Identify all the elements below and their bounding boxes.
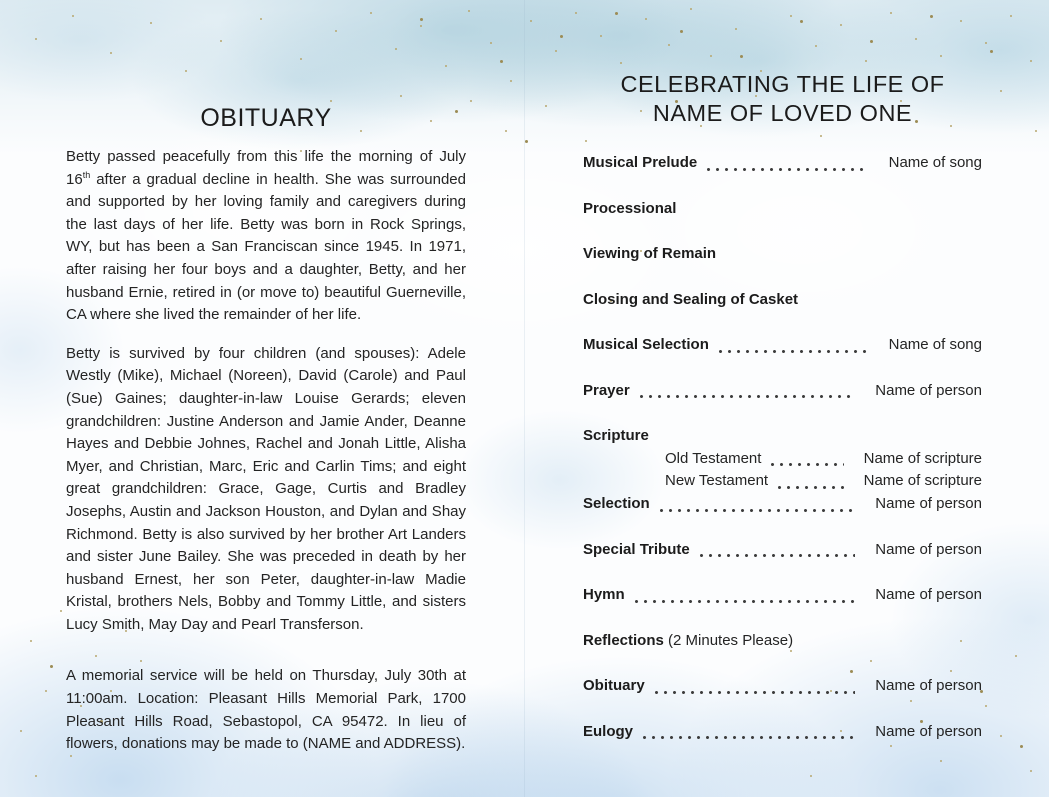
program-value: Name of person	[875, 586, 982, 604]
program-label: Special Tribute	[583, 540, 690, 558]
program-value: Name of scripture	[863, 472, 982, 490]
program-value: Name of person	[875, 722, 982, 740]
program-label: Prayer	[583, 381, 630, 399]
program-value: Name of song	[888, 336, 982, 353]
program-label: Reflections	[583, 631, 664, 649]
program-label: Processional	[583, 199, 677, 217]
program-value: Name of person	[875, 677, 982, 695]
program-row	[583, 448, 982, 471]
program-row	[583, 470, 982, 493]
obituary-page	[66, 103, 466, 756]
leader-dots	[655, 691, 856, 694]
program-label: New Testament	[665, 472, 769, 490]
program-row	[583, 380, 982, 403]
service-title	[583, 70, 982, 128]
program-label: Eulogy	[583, 722, 634, 740]
program-list	[583, 152, 982, 743]
obituary-paragraph: A memorial service will be held on Thursday, July 30th at 11:00am. Location: Pleasant Hills Memorial Park, 1700 Pleasant Hills Road, Sebastopol, CA 95472. In lieu of flowers, donations may be made to (NAME and ADDRESS).	[66, 667, 466, 753]
program-row	[583, 152, 982, 175]
leader-dots	[700, 554, 856, 557]
program-row	[583, 493, 982, 516]
obituary-paragraph: Betty passed peacefully from this life the morning of July 16th after a gradual decline in health. She was surrounded and supported by her loving family and caregivers during the last days of her life. Betty was born in Rock Springs, WY, but has been a San Franciscan since 1945. In 1971, after raising her four boys and a daughter, Betty, and her husband Ernie, retired in (or move to) beautiful Guerneville, CA where she lived the remainder of her life.	[66, 148, 466, 324]
program-label: Musical Prelude	[583, 154, 698, 171]
program-label: Scripture	[583, 427, 649, 444]
program-label: Hymn	[583, 586, 625, 604]
program-label: Old Testament	[665, 449, 762, 467]
program-value: Name of person	[875, 381, 982, 399]
program-label: Obituary	[583, 677, 645, 695]
program-label-suffix: (2 Minutes Please)	[663, 631, 794, 649]
program-label: Selection	[583, 495, 650, 513]
program-value: Name of scripture	[863, 449, 982, 467]
program-row	[583, 675, 982, 698]
program-row	[583, 289, 982, 312]
service-title-line2: NAME OF LOVED ONE	[652, 100, 913, 126]
program-value: Name of person	[875, 495, 982, 513]
leader-dots	[719, 350, 869, 353]
leader-dots	[640, 395, 856, 398]
leader-dots	[778, 486, 844, 489]
program-value: Name of song	[888, 154, 982, 171]
leader-dots	[771, 463, 843, 466]
program-row	[583, 425, 982, 448]
program-label: Musical Selection	[583, 336, 709, 353]
program-label: Closing and Sealing of Casket	[583, 290, 799, 308]
obituary-paragraphs	[66, 146, 466, 756]
order-of-service-page	[583, 70, 982, 743]
program-row	[583, 539, 982, 562]
program-label: Viewing of Remain	[583, 245, 717, 262]
center-fold-line	[524, 0, 525, 797]
leader-dots	[660, 509, 856, 512]
program-row	[583, 630, 982, 653]
program-row	[583, 334, 982, 357]
service-title-line1: CELEBRATING THE LIFE OF	[620, 71, 945, 97]
program-value: Name of person	[875, 540, 982, 558]
obituary-paragraph: Betty is survived by four children (and spouses): Adele Westly (Mike), Michael (Noreen), David (Carole) and Paul (Sue) Gaines; daughter-in-law Louise Gerards; eleven grandchildren: Justine Anderson and Jamie Ander, Deanne Hayes and Debbie Johnes, Rachel and Jonah Little, Alisha Myer, and Christian, Marc, Eric and Carlin Tims; and eight great grandchildren: Grace, Gage, Curtis and Bradley Josephs, Austin and Jackson Houston, and Dylan and Shay Richmond. Betty is also survived by her brother Art Landers and sister June Bailey. She was preceded in death by her husband Ernest, her son Peter, daughter-in-law Madie Kristal, brothers Nels, Bobby and Tommy Little, and sisters Lucy Smith, May Day and Pearl Transferson.	[66, 344, 466, 633]
obituary-title: OBITUARY	[200, 104, 332, 132]
program-row	[583, 721, 982, 744]
gold-speckles-large	[0, 0, 3, 3]
leader-dots	[635, 600, 856, 603]
leader-dots	[643, 736, 855, 739]
leader-dots	[707, 168, 868, 171]
program-row	[583, 243, 982, 266]
program-row	[583, 584, 982, 607]
program-row	[583, 198, 982, 221]
